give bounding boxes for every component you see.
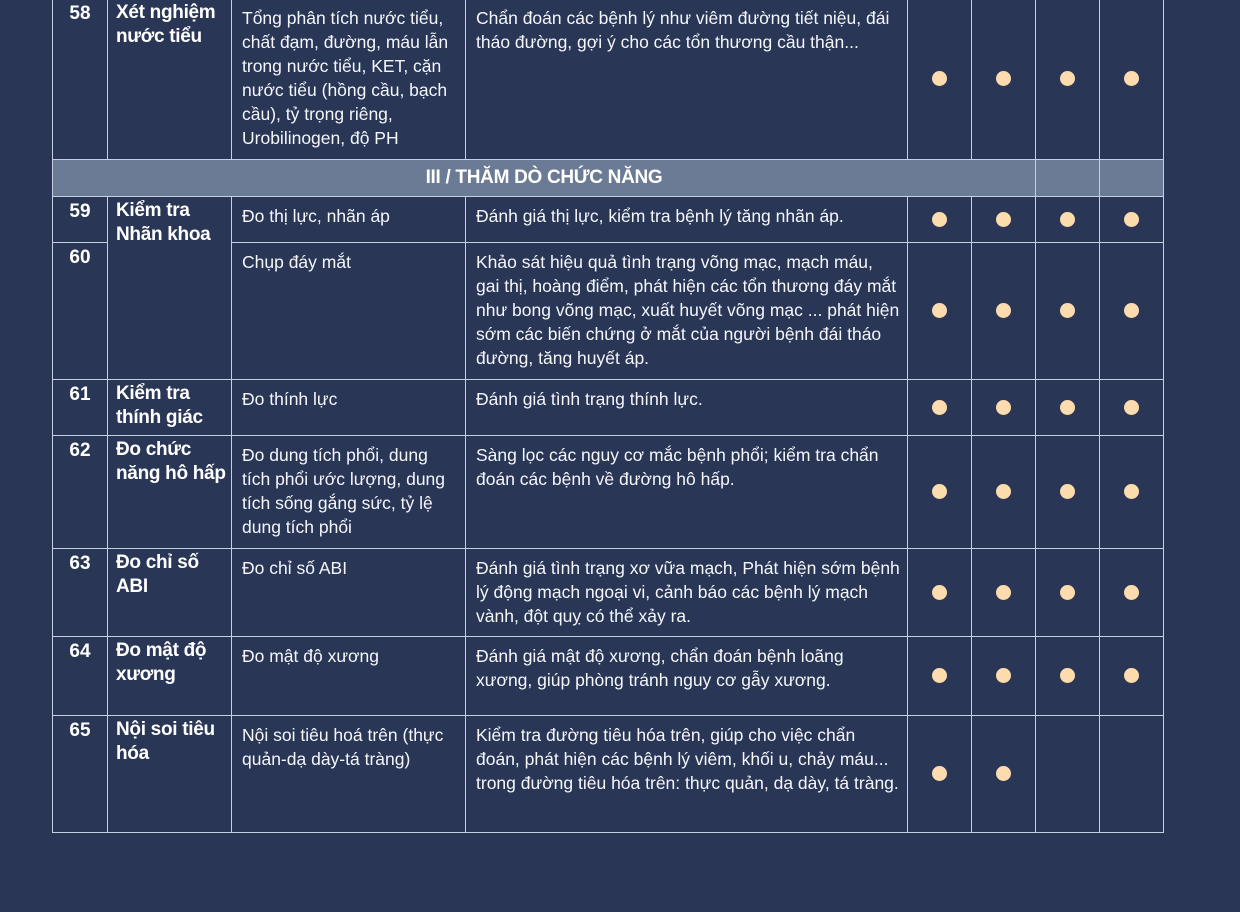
package-mark-4	[1100, 197, 1164, 243]
included-dot-icon	[1060, 484, 1075, 499]
included-dot-icon	[932, 71, 947, 86]
package-mark-2	[972, 637, 1036, 716]
package-mark-2	[972, 380, 1036, 436]
package-mark-1	[908, 0, 972, 160]
package-mark-1	[908, 380, 972, 436]
exam-purpose: Đánh giá mật độ xương, chẩn đoán bệnh loãng xương, giúp phòng tránh nguy cơ gẫy xương.	[466, 637, 908, 716]
included-dot-icon	[996, 400, 1011, 415]
exam-name: Nội soi tiêu hóa	[108, 716, 232, 833]
row-number: 59	[53, 197, 108, 243]
included-dot-icon	[1060, 303, 1075, 318]
table-row	[53, 197, 1164, 243]
row-number: 65	[53, 716, 108, 833]
included-dot-icon	[996, 766, 1011, 781]
package-mark-2	[972, 436, 1036, 549]
included-dot-icon	[1124, 400, 1139, 415]
exam-purpose: Đánh giá tình trạng xơ vữa mạch, Phát hiện sớm bệnh lý động mạch ngoại vi, cảnh báo các bệnh lý mạch vành, đột quỵ có thể xảy ra.	[466, 549, 908, 637]
exam-purpose: Đánh giá tình trạng thính lực.	[466, 380, 908, 436]
package-mark-3	[1036, 549, 1100, 637]
exam-detail: Tổng phân tích nước tiểu, chất đạm, đường, máu lẫn trong nước tiểu, KET, cặn nước tiểu (hồng cầu, bạch cầu), tỷ trọng riêng, Urobilinogen, độ PH	[232, 0, 466, 160]
exam-package-table	[52, 0, 1164, 833]
included-dot-icon	[932, 585, 947, 600]
included-dot-icon	[932, 303, 947, 318]
included-dot-icon	[932, 668, 947, 683]
included-dot-icon	[996, 484, 1011, 499]
exam-detail: Đo mật độ xương	[232, 637, 466, 716]
included-dot-icon	[996, 212, 1011, 227]
included-dot-icon	[1124, 585, 1139, 600]
table-row	[53, 0, 1164, 160]
exam-detail: Đo thính lực	[232, 380, 466, 436]
package-mark-2	[972, 243, 1036, 380]
included-dot-icon	[996, 585, 1011, 600]
package-mark-4	[1100, 436, 1164, 549]
table-row	[53, 716, 1164, 833]
included-dot-icon	[996, 71, 1011, 86]
included-dot-icon	[1060, 400, 1075, 415]
section-cell-blank	[1100, 160, 1164, 197]
row-number: 60	[53, 243, 108, 380]
package-mark-3	[1036, 197, 1100, 243]
exam-name: Xét nghiệm nước tiểu	[108, 0, 232, 160]
table-row	[53, 637, 1164, 716]
included-dot-icon	[1124, 484, 1139, 499]
included-dot-icon	[1124, 71, 1139, 86]
section-title: III / THĂM DÒ CHỨC NĂNG	[53, 160, 1036, 197]
exam-name: Đo mật độ xương	[108, 637, 232, 716]
package-mark-2	[972, 197, 1036, 243]
package-mark-3	[1036, 380, 1100, 436]
included-dot-icon	[932, 212, 947, 227]
row-number: 58	[53, 0, 108, 160]
row-number: 63	[53, 549, 108, 637]
package-mark-3	[1036, 716, 1100, 833]
package-mark-3	[1036, 436, 1100, 549]
included-dot-icon	[932, 766, 947, 781]
package-mark-3	[1036, 243, 1100, 380]
package-mark-1	[908, 436, 972, 549]
exam-name: Kiểm tra thính giác	[108, 380, 232, 436]
package-mark-1	[908, 243, 972, 380]
package-mark-2	[972, 716, 1036, 833]
package-mark-2	[972, 0, 1036, 160]
package-mark-1	[908, 637, 972, 716]
package-mark-4	[1100, 0, 1164, 160]
section-cell-blank	[1036, 160, 1100, 197]
package-mark-1	[908, 549, 972, 637]
included-dot-icon	[996, 668, 1011, 683]
row-number: 64	[53, 637, 108, 716]
exam-name: Kiểm tra Nhãn khoa	[108, 197, 232, 380]
package-mark-4	[1100, 716, 1164, 833]
included-dot-icon	[996, 303, 1011, 318]
included-dot-icon	[1060, 668, 1075, 683]
exam-purpose: Kiểm tra đường tiêu hóa trên, giúp cho việc chẩn đoán, phát hiện các bệnh lý viêm, khối u, chảy máu... trong đường tiêu hóa trên: thực quản, dạ dày, tá tràng.	[466, 716, 908, 833]
package-mark-1	[908, 197, 972, 243]
included-dot-icon	[1124, 303, 1139, 318]
exam-purpose: Chẩn đoán các bệnh lý như viêm đường tiết niệu, đái tháo đường, gợi ý cho các tổn thương cầu thận...	[466, 0, 908, 160]
row-number: 61	[53, 380, 108, 436]
exam-name: Đo chỉ số ABI	[108, 549, 232, 637]
package-mark-3	[1036, 637, 1100, 716]
exam-detail: Đo thị lực, nhãn áp	[232, 197, 466, 243]
exam-purpose: Khảo sát hiệu quả tình trạng võng mạc, mạch máu, gai thị, hoàng điểm, phát hiện các tổn thương đáy mắt như bong võng mạc, xuất huyết võng mạc ... phát hiện sớm các biến chứng ở mắt của người bệnh đái tháo đường, tăng huyết áp.	[466, 243, 908, 380]
table-row	[53, 549, 1164, 637]
package-mark-3	[1036, 0, 1100, 160]
included-dot-icon	[1060, 71, 1075, 86]
package-mark-4	[1100, 380, 1164, 436]
package-mark-2	[972, 549, 1036, 637]
package-mark-4	[1100, 637, 1164, 716]
included-dot-icon	[932, 484, 947, 499]
exam-purpose: Sàng lọc các nguy cơ mắc bệnh phổi; kiểm tra chẩn đoán các bệnh về đường hô hấp.	[466, 436, 908, 549]
package-mark-4	[1100, 549, 1164, 637]
included-dot-icon	[1060, 212, 1075, 227]
table-row	[53, 380, 1164, 436]
exam-detail: Chụp đáy mắt	[232, 243, 466, 380]
included-dot-icon	[1124, 212, 1139, 227]
exam-name: Đo chức năng hô hấp	[108, 436, 232, 549]
exam-detail: Đo chỉ số ABI	[232, 549, 466, 637]
exam-detail: Nội soi tiêu hoá trên (thực quản-dạ dày-tá tràng)	[232, 716, 466, 833]
included-dot-icon	[1124, 668, 1139, 683]
package-mark-1	[908, 716, 972, 833]
exam-detail: Đo dung tích phổi, dung tích phổi ước lượng, dung tích sống gắng sức, tỷ lệ dung tích phổi	[232, 436, 466, 549]
included-dot-icon	[932, 400, 947, 415]
exam-purpose: Đánh giá thị lực, kiểm tra bệnh lý tăng nhãn áp.	[466, 197, 908, 243]
package-mark-4	[1100, 243, 1164, 380]
table-row	[53, 436, 1164, 549]
section-header-row	[53, 160, 1164, 197]
row-number: 62	[53, 436, 108, 549]
included-dot-icon	[1060, 585, 1075, 600]
